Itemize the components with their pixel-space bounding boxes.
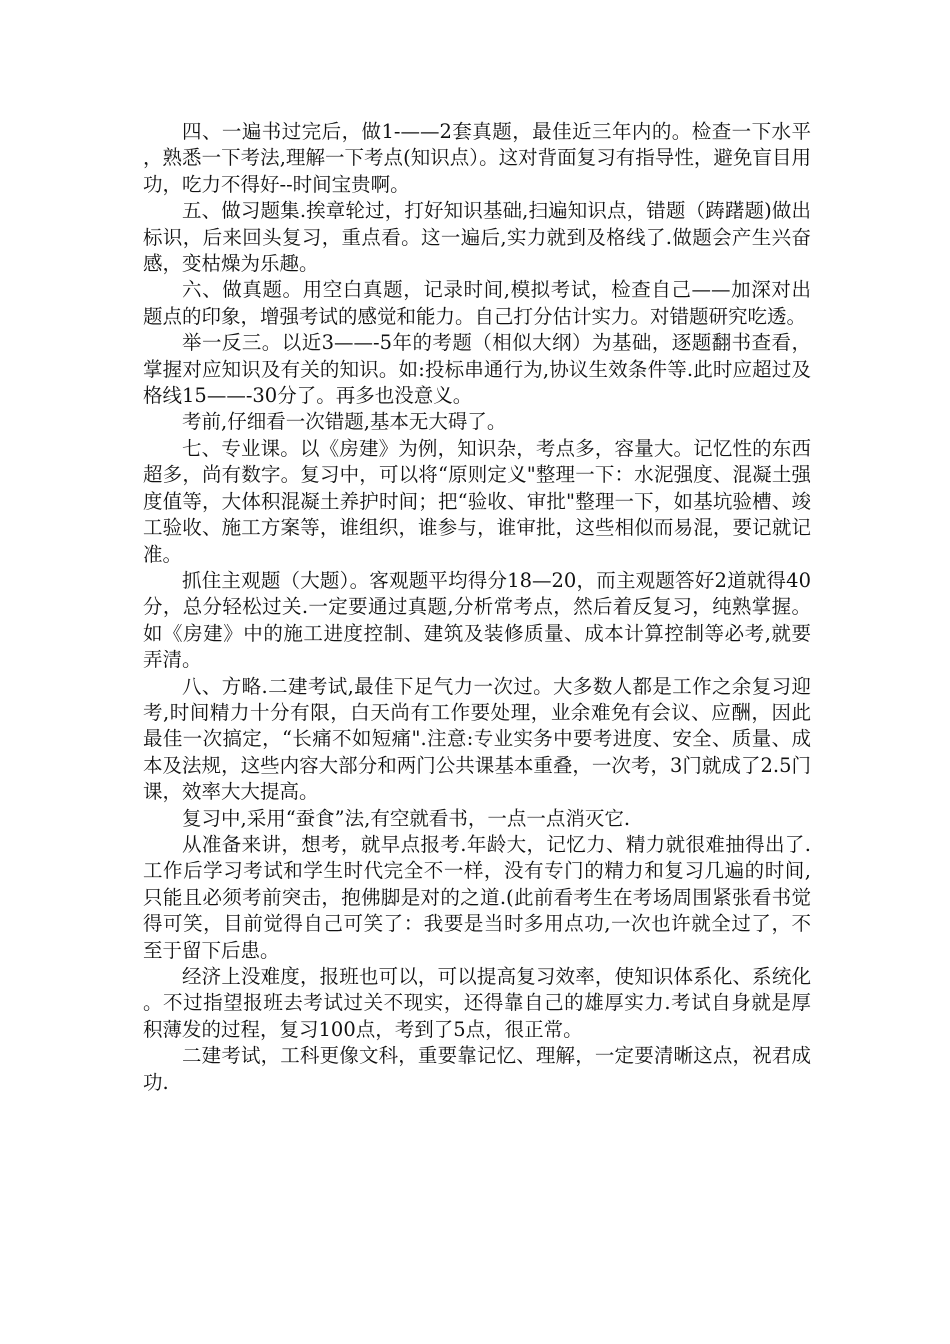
paragraph-9: 复习中,采用“蚕食”法,有空就看书，一点一点消灭它. bbox=[182, 806, 631, 830]
paragraph-6: 七、专业课。以《房建》为例，知识杂，考点多，容量大。记忆性的东西超多，尚有数字。复习中，可以将“原则定义"整理一下：水泥强度、混凝土强度值等，大体积混凝土养护时间；把“验收、审批"整理一下，如基坑验槽、竣工验收、施工方案等，谁组织，谁参与，谁审批，这些相似而易混，要记就记准。 bbox=[143, 436, 811, 566]
paragraph-2: 五、做习题集.挨章轮过，打好知识基础,扫遍知识点，错题（踌躇题)做出标识，后来回头复习，重点看。这一遍后,实力就到及格线了.做题会产生兴奋感，变枯燥为乐趣。 bbox=[143, 199, 811, 276]
paragraph-8: 八、方略.二建考试,最佳下足气力一次过。大多数人都是工作之余复习迎考,时间精力十分有限，白天尚有工作要处理，业余难免有会议、应酬，因此最佳一次搞定，“长痛不如短痛".注意:专业实务中要考进度、安全、质量、成本及法规，这些内容大部分和两门公共课基本重叠，一次考，3门就成了2.5门课，效率大大提高。 bbox=[143, 674, 811, 804]
document-body bbox=[143, 119, 811, 1096]
paragraph-5: 考前,仔细看一次错题,基本无大碍了。 bbox=[182, 410, 507, 434]
paragraph-4: 举一反三。以近3——-5年的考题（相似大纲）为基础，逐题翻书查看，掌握对应知识及有关的知识。如:投标串通行为,协议生效条件等.此时应超过及格线15——-30分了。再多也没意义。 bbox=[143, 331, 811, 408]
paragraph-1: 四、一遍书过完后，做1-——2套真题，最佳近三年内的。检查一下水平，熟悉一下考法,理解一下考点(知识点）。这对背面复习有指导性，避免盲目用功，吃力不得好--时间宝贵啊。 bbox=[143, 120, 811, 196]
paragraph-3: 六、做真题。用空白真题，记录时间,模拟考试，检查自己——加深对出题点的印象，增强考试的感觉和能力。自己打分估计实力。对错题研究吃透。 bbox=[143, 278, 811, 328]
paragraph-10: 从准备来讲，想考，就早点报考.年龄大，记忆力、精力就很难抽得出了.工作后学习考试和学生时代完全不一样，没有专门的精力和复习几遍的时间,只能且必须考前突击，抱佛脚是对的之道.(此前看考生在考场周围紧张看书觉得可笑，目前觉得自己可笑了：我要是当时多用点功,一次也许就全过了，不至于留下后患。 bbox=[143, 832, 811, 962]
paragraph-11: 经济上没难度，报班也可以，可以提高复习效率，使知识体系化、系统化。不过指望报班去考试过关不现实，还得靠自己的雄厚实力.考试自身就是厚积薄发的过程，复习100点，考到了5点，很正常。 bbox=[143, 965, 811, 1041]
paragraph-12: 二建考试，工科更像文科，重要靠记忆、理解，一定要清晰这点，祝君成功. bbox=[143, 1044, 811, 1094]
paragraph-7: 抓住主观题（大题）。客观题平均得分18—20，而主观题答好2道就得40分，总分轻松过关.一定要通过真题,分析常考点，然后着反复习，纯熟掌握。如《房建》中的施工进度控制、建筑及装修质量、成本计算控制等必考,就要弄清。 bbox=[143, 568, 811, 672]
